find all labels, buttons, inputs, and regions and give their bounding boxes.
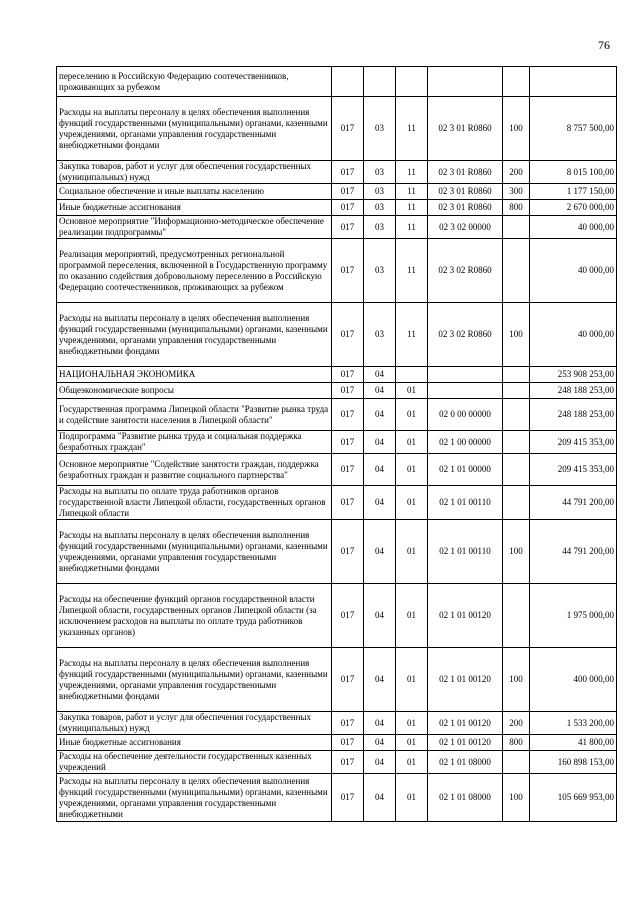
row-section-code: 04	[364, 399, 396, 431]
row-sum: 1 975 000,00	[530, 584, 617, 648]
table-row	[57, 239, 617, 303]
row-ved-code: 017	[332, 239, 364, 303]
row-sum: 40 000,00	[530, 239, 617, 303]
row-subsection-code: 11	[396, 200, 428, 216]
row-name: Основное мероприятие "Информационно-методическое обеспечение реализации подпрограммы"	[57, 216, 332, 239]
table-row	[57, 712, 617, 735]
table-row	[57, 520, 617, 584]
row-ved-code: 017	[332, 367, 364, 383]
row-name: Расходы на выплаты персоналу в целях обеспечения выполнения функций государственными (муниципальными) органами, казенными учреждениями, органами управления государственными внебюджетными фондами	[57, 648, 332, 712]
row-sum: 105 669 953,00	[530, 774, 617, 822]
row-target-article: 02 1 01 08000	[428, 751, 503, 774]
row-sum: 248 188 253,00	[530, 399, 617, 431]
row-sum: 209 415 353,00	[530, 431, 617, 454]
budget-table-body	[57, 67, 617, 822]
row-target-article: 02 1 01 00120	[428, 735, 503, 751]
row-ved-code: 017	[332, 303, 364, 367]
row-section-code: 03	[364, 239, 396, 303]
row-expense-type	[503, 486, 530, 520]
budget-table	[56, 66, 617, 822]
row-target-article: 02 1 01 00110	[428, 520, 503, 584]
row-sum: 8 015 100,00	[530, 161, 617, 184]
row-name: Закупка товаров, работ и услуг для обеспечения государственных (муниципальных) нужд	[57, 161, 332, 184]
row-name: Общеэкономические вопросы	[57, 383, 332, 399]
row-sum: 1 177 150,00	[530, 184, 617, 200]
row-target-article: 02 1 01 00110	[428, 486, 503, 520]
row-expense-type	[503, 454, 530, 486]
row-subsection-code: 01	[396, 751, 428, 774]
row-expense-type: 300	[503, 184, 530, 200]
row-section-code: 04	[364, 735, 396, 751]
row-ved-code: 017	[332, 216, 364, 239]
row-sum: 209 415 353,00	[530, 454, 617, 486]
row-sum: 2 670 000,00	[530, 200, 617, 216]
row-expense-type: 100	[503, 774, 530, 822]
row-section-code: 04	[364, 383, 396, 399]
row-section-code: 03	[364, 303, 396, 367]
row-subsection-code: 01	[396, 486, 428, 520]
row-section-code: 04	[364, 520, 396, 584]
row-subsection-code: 01	[396, 648, 428, 712]
table-row	[57, 774, 617, 822]
row-ved-code: 017	[332, 648, 364, 712]
table-row	[57, 216, 617, 239]
row-name: Социальное обеспечение и иные выплаты населению	[57, 184, 332, 200]
row-target-article	[428, 67, 503, 97]
row-subsection-code: 01	[396, 399, 428, 431]
row-target-article: 02 1 01 08000	[428, 774, 503, 822]
row-expense-type	[503, 431, 530, 454]
row-ved-code	[332, 67, 364, 97]
row-section-code: 04	[364, 486, 396, 520]
row-expense-type	[503, 383, 530, 399]
row-sum: 41 800,00	[530, 735, 617, 751]
row-subsection-code: 01	[396, 431, 428, 454]
row-subsection-code: 01	[396, 520, 428, 584]
row-section-code: 04	[364, 431, 396, 454]
row-section-code: 04	[364, 751, 396, 774]
row-name: НАЦИОНАЛЬНАЯ ЭКОНОМИКА	[57, 367, 332, 383]
row-section-code: 03	[364, 161, 396, 184]
row-ved-code: 017	[332, 383, 364, 399]
row-ved-code: 017	[332, 584, 364, 648]
row-section-code: 04	[364, 774, 396, 822]
row-section-code: 03	[364, 216, 396, 239]
row-name: Расходы на выплаты персоналу в целях обеспечения выполнения функций государственными (муниципальными) органами, казенными учреждениями, органами управления государственными внебюджетными фондами	[57, 303, 332, 367]
row-name: Иные бюджетные ассигнования	[57, 735, 332, 751]
row-name: Закупка товаров, работ и услуг для обеспечения государственных (муниципальных) нужд	[57, 712, 332, 735]
table-row	[57, 184, 617, 200]
row-subsection-code: 01	[396, 584, 428, 648]
row-sum	[530, 67, 617, 97]
row-section-code: 03	[364, 184, 396, 200]
row-target-article: 02 3 01 R0860	[428, 97, 503, 161]
row-name: Реализация мероприятий, предусмотренных региональной программой переселения, включенной в Государственную программу по оказанию содействия добровольному переселению в Российскую Федерацию соотечественников, проживающих за рубежом	[57, 239, 332, 303]
row-name: Расходы на обеспечение функций органов государственной власти Липецкой области, государственных органов Липецкой области (за исключением расходов на выплаты по оплате труда работников указанных органов)	[57, 584, 332, 648]
row-target-article: 02 3 01 R0860	[428, 200, 503, 216]
row-ved-code: 017	[332, 751, 364, 774]
row-name: Расходы на выплаты персоналу в целях обеспечения выполнения функций государственными (муниципальными) органами, казенными учреждениями, органами управления государственными внебюджетными фондами	[57, 97, 332, 161]
table-row	[57, 200, 617, 216]
table-row	[57, 584, 617, 648]
table-row	[57, 161, 617, 184]
row-subsection-code	[396, 67, 428, 97]
row-sum: 160 898 153,00	[530, 751, 617, 774]
row-subsection-code: 01	[396, 735, 428, 751]
row-ved-code: 017	[332, 161, 364, 184]
row-target-article: 02 3 01 R0860	[428, 161, 503, 184]
row-name: Государственная программа Липецкой области "Развитие рынка труда и содействие занятости населения в Липецкой области"	[57, 399, 332, 431]
row-target-article: 02 3 02 R0860	[428, 239, 503, 303]
row-name: Иные бюджетные ассигнования	[57, 200, 332, 216]
row-sum: 40 000,00	[530, 216, 617, 239]
row-section-code: 04	[364, 712, 396, 735]
row-ved-code: 017	[332, 520, 364, 584]
row-ved-code: 017	[332, 712, 364, 735]
table-row	[57, 648, 617, 712]
row-subsection-code: 11	[396, 184, 428, 200]
row-expense-type: 100	[503, 303, 530, 367]
row-target-article: 02 0 00 00000	[428, 399, 503, 431]
row-expense-type	[503, 67, 530, 97]
row-section-code: 04	[364, 454, 396, 486]
row-target-article: 02 3 02 00000	[428, 216, 503, 239]
table-row	[57, 303, 617, 367]
row-subsection-code: 11	[396, 97, 428, 161]
row-ved-code: 017	[332, 486, 364, 520]
table-row	[57, 486, 617, 520]
row-ved-code: 017	[332, 431, 364, 454]
row-sum: 253 908 253,00	[530, 367, 617, 383]
row-name: Основное мероприятие "Содействие занятости граждан, поддержка безработных граждан и развитие социального партнерства"	[57, 454, 332, 486]
row-name: Расходы на выплаты персоналу в целях обеспечения выполнения функций государственными (муниципальными) органами, казенными учреждениями, органами управления государственными внебюджетными	[57, 774, 332, 822]
row-name: переселению в Российскую Федерацию соотечественников, проживающих за рубежом	[57, 67, 332, 97]
page-number: 76	[598, 38, 610, 52]
row-ved-code: 017	[332, 454, 364, 486]
row-sum: 40 000,00	[530, 303, 617, 367]
row-section-code: 04	[364, 584, 396, 648]
row-ved-code: 017	[332, 184, 364, 200]
row-expense-type: 200	[503, 161, 530, 184]
row-sum: 44 791 200,00	[530, 486, 617, 520]
row-expense-type: 800	[503, 200, 530, 216]
row-sum: 248 188 253,00	[530, 383, 617, 399]
row-name: Расходы на выплаты персоналу в целях обеспечения выполнения функций государственными (муниципальными) органами, казенными учреждениями, органами управления государственными внебюджетными фондами	[57, 520, 332, 584]
row-subsection-code: 01	[396, 383, 428, 399]
row-subsection-code: 11	[396, 161, 428, 184]
row-expense-type	[503, 367, 530, 383]
row-subsection-code	[396, 367, 428, 383]
row-name: Расходы на выплаты по оплате труда работников органов государственной власти Липецкой области, государственных органов Липецкой области	[57, 486, 332, 520]
row-subsection-code: 01	[396, 454, 428, 486]
row-ved-code: 017	[332, 399, 364, 431]
row-target-article: 02 1 00 00000	[428, 431, 503, 454]
table-row	[57, 67, 617, 97]
row-target-article: 02 1 01 00120	[428, 712, 503, 735]
row-subsection-code: 11	[396, 239, 428, 303]
row-expense-type	[503, 399, 530, 431]
table-row	[57, 751, 617, 774]
row-ved-code: 017	[332, 200, 364, 216]
row-subsection-code: 01	[396, 774, 428, 822]
row-target-article: 02 1 01 00000	[428, 454, 503, 486]
row-target-article: 02 1 01 00120	[428, 584, 503, 648]
row-target-article	[428, 367, 503, 383]
row-expense-type: 200	[503, 712, 530, 735]
row-target-article	[428, 383, 503, 399]
table-row	[57, 383, 617, 399]
row-ved-code: 017	[332, 774, 364, 822]
table-row	[57, 399, 617, 431]
row-section-code: 04	[364, 648, 396, 712]
table-row	[57, 97, 617, 161]
row-expense-type: 100	[503, 648, 530, 712]
row-sum: 1 533 200,00	[530, 712, 617, 735]
row-sum: 400 000,00	[530, 648, 617, 712]
row-ved-code: 017	[332, 735, 364, 751]
row-sum: 44 791 200,00	[530, 520, 617, 584]
row-expense-type: 100	[503, 520, 530, 584]
row-target-article: 02 3 02 R0860	[428, 303, 503, 367]
row-sum: 8 757 500,00	[530, 97, 617, 161]
table-row	[57, 367, 617, 383]
table-row	[57, 454, 617, 486]
row-subsection-code: 01	[396, 712, 428, 735]
row-target-article: 02 3 01 R0860	[428, 184, 503, 200]
row-expense-type	[503, 216, 530, 239]
row-name: Подпрограмма "Развитие рынка труда и социальная поддержка безработных граждан"	[57, 431, 332, 454]
table-row	[57, 431, 617, 454]
row-subsection-code: 11	[396, 303, 428, 367]
row-expense-type: 100	[503, 97, 530, 161]
row-section-code: 03	[364, 200, 396, 216]
row-expense-type: 800	[503, 735, 530, 751]
row-target-article: 02 1 01 00120	[428, 648, 503, 712]
row-ved-code: 017	[332, 97, 364, 161]
row-section-code	[364, 67, 396, 97]
row-section-code: 03	[364, 97, 396, 161]
row-expense-type	[503, 239, 530, 303]
row-expense-type	[503, 584, 530, 648]
row-expense-type	[503, 751, 530, 774]
row-subsection-code: 11	[396, 216, 428, 239]
row-name: Расходы на обеспечение деятельности государственных казенных учреждений	[57, 751, 332, 774]
table-row	[57, 735, 617, 751]
row-section-code: 04	[364, 367, 396, 383]
